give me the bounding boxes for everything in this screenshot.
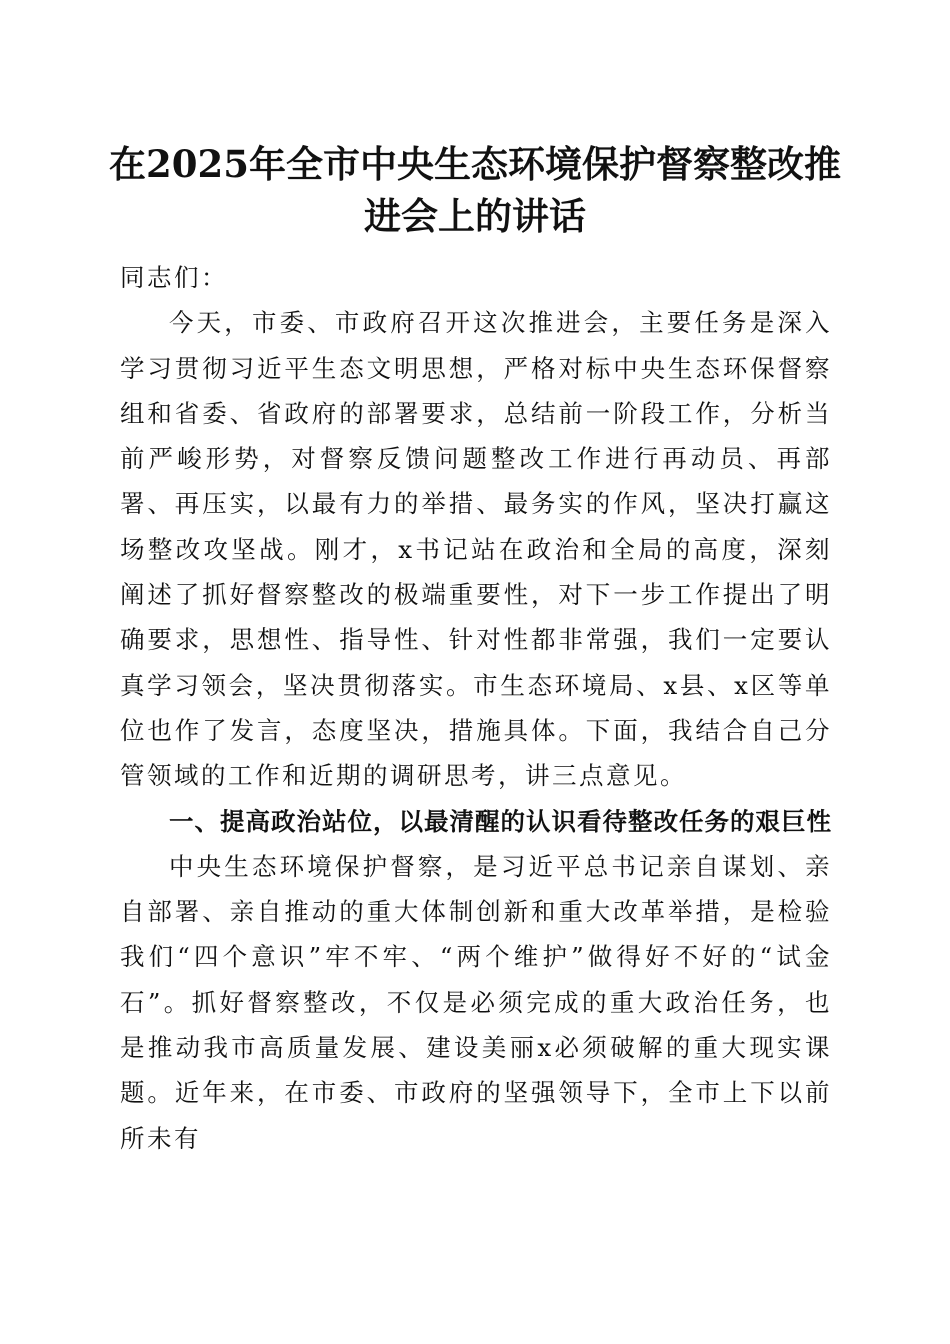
section-heading-1: 一、提高政治站位，以最清醒的认识看待整改任务的艰巨性 — [169, 806, 832, 836]
title-line-1: 在2025年全市中央生态环境保护督察整改推 — [109, 142, 841, 186]
document-title — [100, 138, 850, 242]
document-body — [120, 255, 832, 1161]
title-line-2: 进会上的讲话 — [364, 194, 586, 238]
paragraph-section-1: 中央生态环境保护督察，是习近平总书记亲自谋划、亲自部署、亲自推动的重大体制创新和重大改革举措，是检验我们“四个意识”牢不牢、“两个维护”做得好不好的“试金石”。抓好督察整改，不仅是必须完成的重大政治任务，也是推动我市高质量发展、建设美丽x必须破解的重大现实课题。近年来，在市委、市政府的坚强领导下，全市上下以前所未有 — [120, 851, 832, 1153]
paragraph-opening: 今天，市委、市政府召开这次推进会，主要任务是深入学习贯彻习近平生态文明思想，严格对标中央生态环保督察组和省委、省政府的部署要求，总结前一阶段工作，分析当前严峻形势，对督察反馈问题整改工作进行再动员、再部署、再压实，以最有力的举措、最务实的作风，坚决打赢这场整改攻坚战。刚才，x书记站在政治和全局的高度，深刻阐述了抓好督察整改的极端重要性，对下一步工作提出了明确要求，思想性、指导性、针对性都非常强，我们一定要认真学习领会，坚决贯彻落实。市生态环境局、x县、x区等单位也作了发言，态度坚决，措施具体。下面，我结合自己分管领域的工作和近期的调研思考，讲三点意见。 — [120, 308, 832, 791]
salutation: 同志们： — [120, 263, 228, 292]
